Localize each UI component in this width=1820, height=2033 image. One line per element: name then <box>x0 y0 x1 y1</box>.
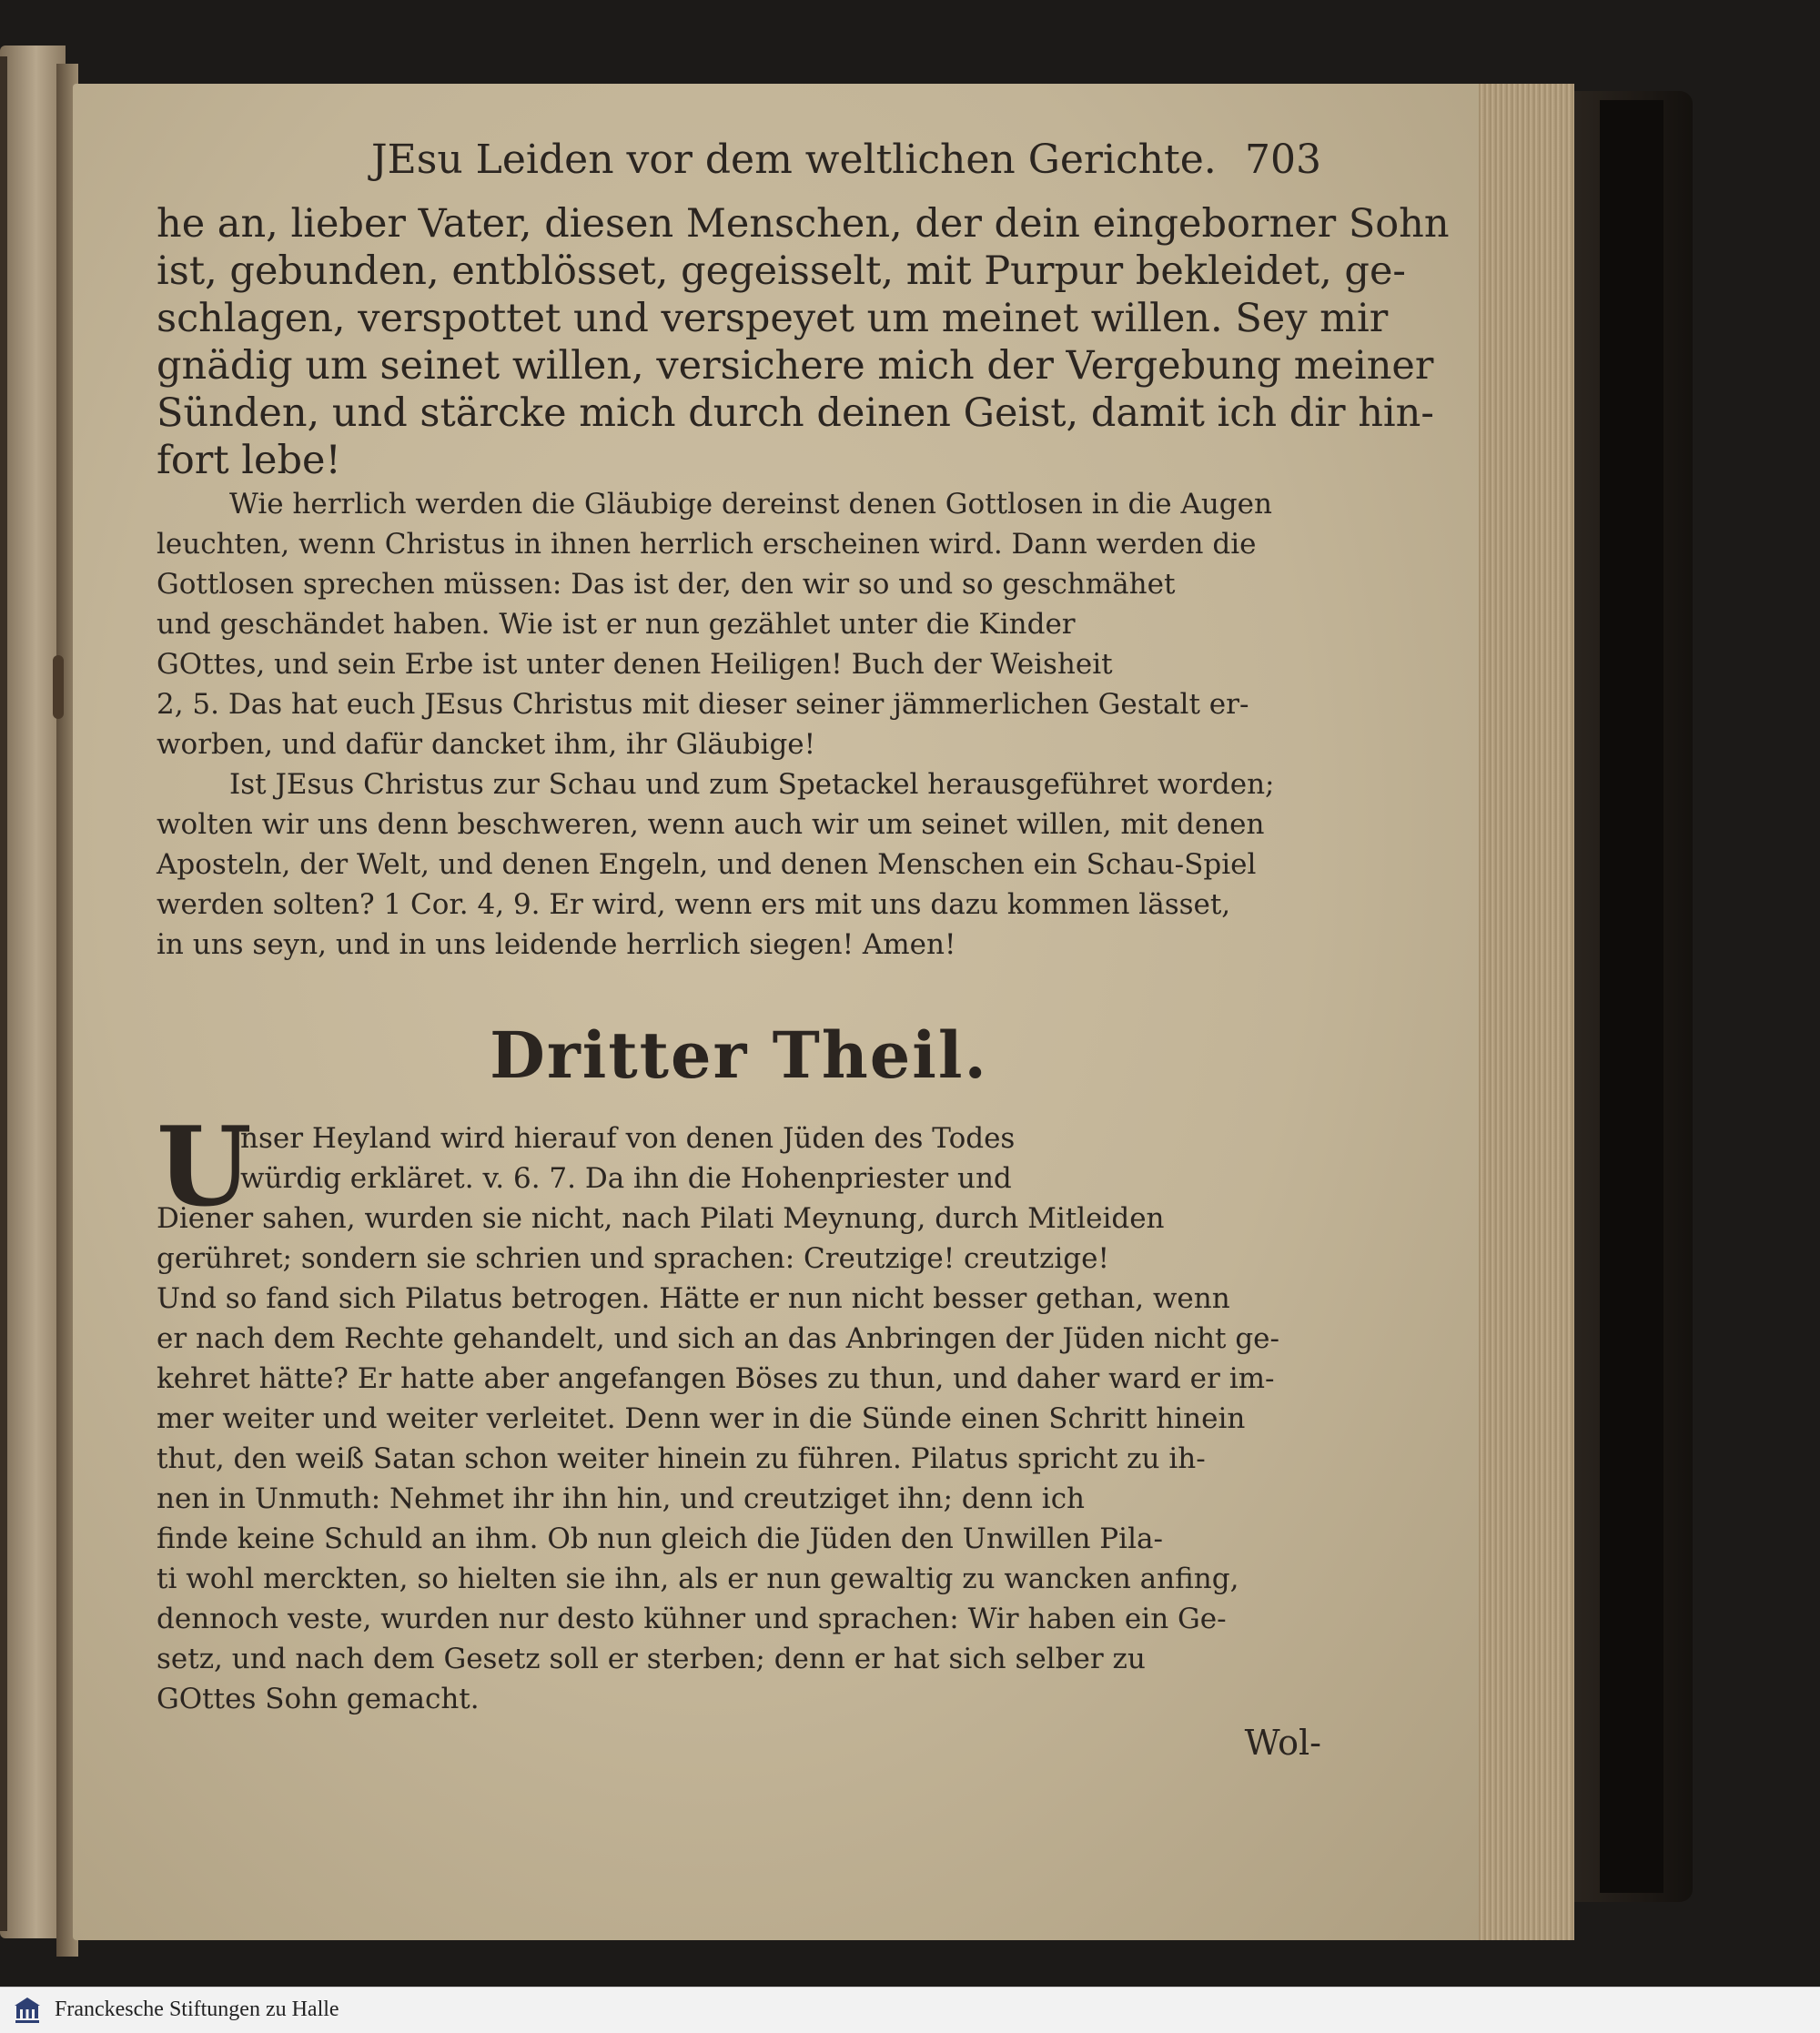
page-number: 703 <box>1245 137 1321 183</box>
third-part-paragraph <box>157 1103 1321 1719</box>
text-line: gerühret; sondern sie schrien und sprachen: Creutzige! creutzige! <box>157 1242 1109 1275</box>
text-line: in uns seyn, und in uns leidende herrlich siegen! Amen! <box>157 928 956 961</box>
text-line: Diener sahen, wurden sie nicht, nach Pilati Meynung, durch Mitleiden <box>157 1202 1165 1235</box>
text-line: dennoch veste, wurden nur desto kühner und sprachen: Wir haben ein Ge- <box>157 1603 1227 1635</box>
text-line: nen in Unmuth: Nehmet ihr ihn hin, und creutziget ihn; denn ich <box>157 1482 1086 1515</box>
text-line: Ist JEsus Christus zur Schau und zum Spetackel herausgeführet worden; <box>229 768 1275 801</box>
text-line: 2, 5. Das hat euch JEsus Christus mit dieser seiner jämmerlichen Gestalt er- <box>157 688 1249 721</box>
text-line: werden solten? 1 Cor. 4, 9. Er wird, wenn ers mit uns dazu kommen lässet, <box>157 888 1231 921</box>
page-text <box>157 137 1450 1763</box>
text-line: GOttes, und sein Erbe ist unter denen Heiligen! Buch der Weisheit <box>157 648 1113 681</box>
left-page-edge <box>0 56 7 1931</box>
text-line: leuchten, wenn Christus in ihnen herrlich erscheinen wird. Dann werden die <box>157 528 1257 561</box>
text-line: Und so fand sich Pilatus betrogen. Hätte er nun nicht besser gethan, wenn <box>157 1282 1230 1315</box>
text-line: GOttes Sohn gemacht. <box>157 1683 480 1715</box>
book-cover-shadow <box>1600 100 1663 1893</box>
drop-cap: U <box>157 1103 252 1231</box>
text-line: Wie herrlich werden die Gläubige dereinst denen Gottlosen in die Augen <box>229 488 1272 521</box>
section-heading: Dritter Theil. <box>490 1017 988 1093</box>
paragraph-condemned <box>157 1118 1321 1719</box>
text-line: mer weiter und weiter verleitet. Denn wer in die Sünde einen Schritt hinein <box>157 1402 1246 1435</box>
text-line: Aposteln, der Welt, und denen Engeln, und denen Menschen ein Schau-Spiel <box>157 848 1257 881</box>
text-line: kehret hätte? Er hatte aber angefangen Böses zu thun, und daher ward er im- <box>157 1362 1275 1395</box>
text-line: he an, lieber Vater, diesen Menschen, der dein eingeborner Sohn <box>157 201 1450 247</box>
running-title: JEsu Leiden vor dem weltlichen Gerichte. <box>371 137 1217 183</box>
foundation-logo-icon <box>13 1995 42 2026</box>
text-line: thut, den weiß Satan schon weiter hinein zu führen. Pilatus spricht zu ih- <box>157 1442 1206 1475</box>
text-line: schlagen, verspottet und verspeyet um meinet willen. Sey mir <box>157 296 1389 341</box>
text-line: fort lebe! <box>157 438 341 483</box>
text-line: Gottlosen sprechen müssen: Das ist der, den wir so und so geschmähet <box>157 568 1176 601</box>
text-line: gnädig um seinet willen, versichere mich der Vergebung meiner <box>157 343 1434 389</box>
text-line: würdig erkläret. v. 6. 7. Da ihn die Hohenpriester und <box>240 1162 1012 1195</box>
text-line: wolten wir uns denn beschweren, wenn auch wir um seinet willen, mit denen <box>157 808 1265 841</box>
text-line: und geschändet haben. Wie ist er nun gezählet unter die Kinder <box>157 608 1076 641</box>
page-header <box>157 137 1321 200</box>
bookmark-ribbon <box>53 655 64 719</box>
text-line: Sünden, und stärcke mich durch deinen Geist, damit ich dir hin- <box>157 390 1434 436</box>
paragraph-glory <box>157 484 1321 764</box>
catchword: Wol- <box>1244 1723 1321 1763</box>
paragraph-prayer <box>157 200 1450 484</box>
footer-label: Franckesche Stiftungen zu Halle <box>55 1998 339 2021</box>
viewer-footer <box>0 1987 1820 2033</box>
text-line: ti wohl merckten, so hielten sie ihn, als er nun gewaltig zu wancken anfing, <box>157 1563 1239 1595</box>
text-line: worben, und dafür dancket ihm, ihr Gläubige! <box>157 728 816 761</box>
text-line: ist, gebunden, entblösset, gegeisselt, mit Purpur bekleidet, ge- <box>157 248 1406 294</box>
text-line: setz, und nach dem Gesetz soll er sterben; denn er hat sich selber zu <box>157 1643 1146 1675</box>
text-line: nser Heyland wird hierauf von denen Jüden des Todes <box>240 1122 1016 1155</box>
text-line: er nach dem Rechte gehandelt, und sich an das Anbringen der Jüden nicht ge- <box>157 1322 1280 1355</box>
text-line: finde keine Schuld an ihm. Ob nun gleich die Jüden den Unwillen Pila- <box>157 1522 1163 1555</box>
paragraph-spectacle <box>157 764 1321 965</box>
